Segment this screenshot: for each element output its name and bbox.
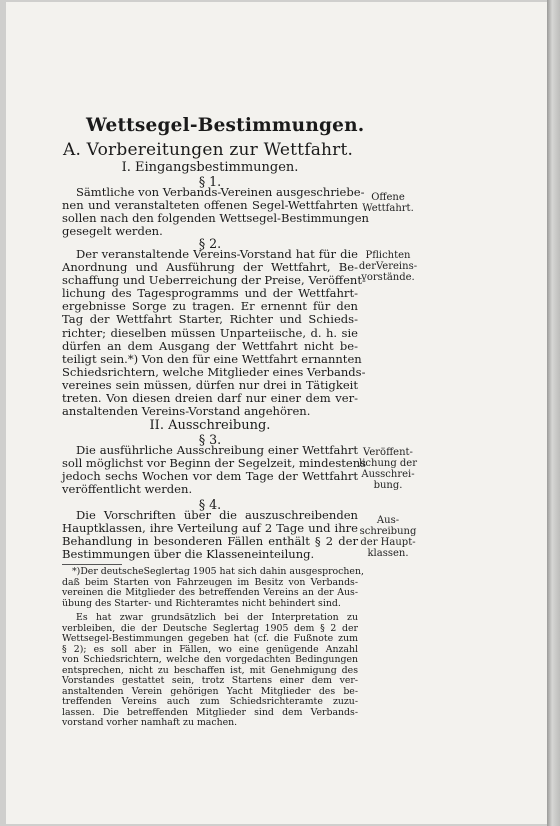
margin-note-line: schreibung [359,526,417,537]
footnote-line: vereinen die Mitglieder des betreffenden Vereins an der Aus- [62,587,358,598]
footnote-line: Vorstandes gestattet sein, trotz Startens einer dem ver- [62,675,358,686]
text-line: vereines sein müssen, dürfen nur drei in Tätigkeit [62,377,358,392]
subsection-ii-heading: II. Ausschreibung. [149,418,271,433]
page-edge [547,0,560,826]
footnote-line: § 2); es soll aber in Fällen, wo eine genügende Anzahl [62,643,358,655]
margin-note-2 [358,250,418,283]
text-line: Behandlung in besonderen Fällen enthält § 2 der [62,534,358,549]
margin-note-line: Ausschrei- [361,469,415,480]
margin-note-3 [358,447,418,491]
text-line: ergebnisse Sorge zu tragen. Er ernennt für den [62,299,358,314]
text-line: Sämtliche von Verbands-Vereinen ausgeschriebe- [76,185,365,199]
text-line: nen und veranstalteten offenen Segel-Wettfahrten [62,198,358,213]
text-line: sollen nach den folgenden Wettsegel-Bestimmungen [62,211,369,226]
margin-note-line: derVereins- [358,261,418,272]
margin-note-line: Pflichten [365,250,411,261]
paragraph-4-text [62,509,358,561]
paragraph-1-number: § 1. [198,174,222,189]
margin-note-line: Offene [371,192,405,203]
footnote-1 [62,566,364,609]
text-line: treten. Von diesen dreien darf nur einer dem ver- [62,391,358,406]
text-line: soll möglichst vor Beginn der Segelzeit, mindestens [62,456,367,471]
footnote-line: *)Der deutscheSeglertag 1905 hat sich dahin ausgesprochen, [72,566,364,577]
margin-note-line: Wettfahrt. [362,203,414,214]
footnote-2 [62,613,358,729]
margin-note-line: bung. [373,480,403,491]
section-a-heading: A. Vorbereitungen zur Wettfahrt. [63,140,354,160]
text-line: Der veranstaltende Vereins-Vorstand hat für die [76,247,358,261]
footnote-line: anstaltenden Verein gehörigen Yacht Mitglieder des be- [62,685,358,697]
margin-note-1 [358,192,418,214]
footnote-line: lassen. Die betreffenden Mitglieder sind dem Verbands- [62,706,358,718]
footnote-line: von Schiedsrichtern, welche den vorgedachten Bedingungen [62,654,358,665]
text-line: Die Vorschriften über die auszuschreibenden [76,508,358,522]
text-line: schaffung und Ueberreichung der Preise, Veröffent- [62,273,366,288]
text-line: Anordnung und Ausführung der Wettfahrt, Be- [62,260,358,275]
text-line: Schiedsrichtern, welche Mitglieder eines Verbands- [62,364,366,379]
paragraph-1-text [62,185,369,239]
text-line: dürfen an dem Ausgang der Wettfahrt nicht be- [62,338,358,353]
margin-note-line: klassen. [367,548,409,559]
footnote-line: daß beim Starten von Fahrzeugen im Besitz von Verbands- [62,576,358,588]
margin-note-line: der Haupt- [360,537,416,548]
main-title: Wettsegel-Bestimmungen. [86,115,365,136]
text-line: Tag der Wettfahrt Starter, Richter und Schieds- [62,312,358,327]
footnote-line: vorstand vorher namhaft zu machen. [62,717,238,728]
margin-note-line: lichung der [359,458,417,469]
footnote-line: Es hat zwar grundsätzlich bei der Interpretation zu [76,612,358,623]
text-line: Bestimmungen über die Klasseneinteilung. [62,547,315,562]
footnote-line: treffenden Vereins auch zum Schiedsrichteramte zuzu- [62,696,358,707]
margin-note-line: Aus- [376,515,400,526]
footnote-rule [62,564,122,565]
text-line: lichung des Tagesprogramms und der Wettfahrt- [62,286,358,301]
paragraph-3-number: § 3. [198,432,222,447]
paragraph-2-number: § 2. [198,236,222,251]
text-line: veröffentlicht werden. [62,482,193,497]
text-line: richter; dieselben müssen Unparteiische, d. h. sie [62,325,358,340]
text-line: Die ausführliche Ausschreibung einer Wettfahrt [76,443,358,457]
margin-note-line: vorstände. [361,272,415,283]
text-line: Hauptklassen, ihre Verteilung auf 2 Tage und ihre [62,521,358,536]
footnote-line: verbleiben, die der Deutsche Seglertag 1905 dem § 2 der [62,622,358,634]
footnote-line: entsprechen, nicht zu beschaffen ist, mit Genehmigung des [62,664,358,676]
margin-note-4 [358,515,418,559]
text-line: teiligt sein.*) Von den für eine Wettfahrt ernannten [62,351,362,366]
paragraph-2-text [62,247,366,419]
text-line: gesegelt werden. [62,224,163,239]
paragraph-4-number: § 4. [198,497,222,512]
margin-note-line: Veröffent- [363,447,413,458]
paragraph-3-text [62,443,367,497]
footnote-line: übung des Starter- und Richteramtes nicht behindert sind. [62,597,341,609]
subsection-i-heading: I. Eingangsbestimmungen. [121,160,299,175]
footnote-line: Wettsegel-Bestimmungen gegeben hat (cf. die Fußnote zum [62,633,358,644]
text-line: anstaltenden Vereins-Vorstand angehören. [62,404,311,419]
text-line: jedoch sechs Wochen vor dem Tage der Wettfahrt [62,469,358,484]
